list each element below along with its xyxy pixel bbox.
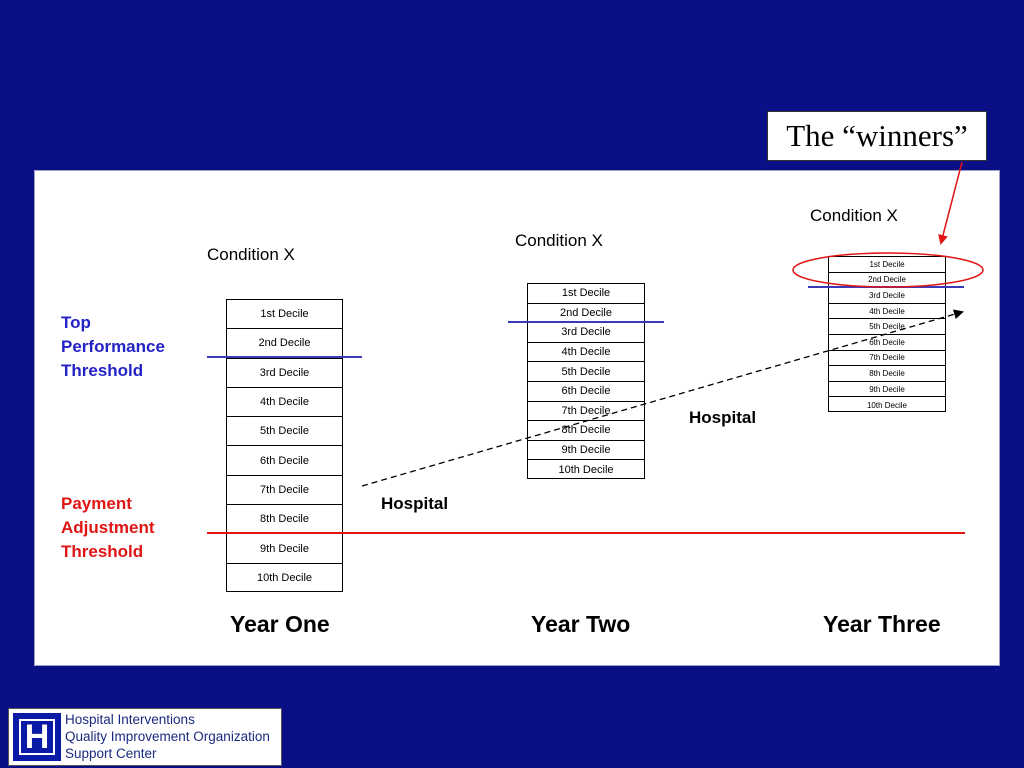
hospital-label-year-two: Hospital <box>689 408 757 427</box>
winners-highlight-ellipse <box>793 253 983 287</box>
top-label-line-1: Top <box>61 313 91 332</box>
condition-label-year-three: Condition X <box>810 206 898 225</box>
decile-cell: 10th Decile <box>256 572 313 585</box>
decile-cell: 3rd Decile <box>227 359 342 388</box>
hospital-label-year-one: Hospital <box>381 494 449 513</box>
logo-text <box>65 711 270 762</box>
decile-cell: 7th Decile <box>829 351 945 367</box>
decile-cell: 6th Decile <box>227 446 342 475</box>
logo-line-1: Hospital Interventions <box>65 712 195 727</box>
decile-cell: 4th Decile <box>227 388 342 417</box>
decile-cell: 6th Decile <box>829 335 945 351</box>
decile-cell: 10th Decile <box>866 400 908 410</box>
decile-cell: 5th Decile <box>829 319 945 335</box>
payment-label-line-2: Adjustment <box>61 518 155 537</box>
decile-cell: 3rd Decile <box>528 323 644 343</box>
condition-label-year-one: Condition X <box>207 245 295 264</box>
decile-cell: 7th Decile <box>227 476 342 505</box>
decile-cell: 1st Decile <box>829 257 945 273</box>
hospital-h-icon <box>13 713 61 761</box>
payment-label-line-3: Threshold <box>61 542 144 561</box>
year-two-label: Year Two <box>531 611 631 637</box>
decile-cell: 5th Decile <box>528 362 644 382</box>
top-label-line-2: Performance <box>61 337 165 356</box>
decile-cell: 4th Decile <box>829 304 945 320</box>
year-three-label: Year Three <box>823 611 941 637</box>
decile-cell: 5th Decile <box>227 417 342 446</box>
decile-cell: 3rd Decile <box>829 288 945 304</box>
decile-cell: 2nd Decile <box>528 304 644 324</box>
decile-cell: 4th Decile <box>528 343 644 363</box>
hiqio-logo <box>8 708 282 766</box>
decile-cell: 2nd Decile <box>227 329 342 358</box>
winners-callout-text: The “winners” <box>786 118 968 153</box>
condition-label-year-two: Condition X <box>515 231 603 250</box>
decile-cell: 1st Decile <box>528 284 644 304</box>
decile-cell: 7th Decile <box>528 402 644 422</box>
decile-cell: 2nd Decile <box>829 273 945 289</box>
hospital-trend-arrow <box>362 312 962 486</box>
logo-line-3: Support Center <box>65 746 157 761</box>
decile-cell: 10th Decile <box>558 464 614 477</box>
decile-cell: 1st Decile <box>227 300 342 329</box>
year-one-label: Year One <box>230 611 330 637</box>
decile-cell: 8th Decile <box>528 421 644 441</box>
decile-cell: 6th Decile <box>528 382 644 402</box>
decile-cell: 8th Decile <box>227 505 342 534</box>
decile-cell: 9th Decile <box>227 534 342 563</box>
top-label-line-3: Threshold <box>61 361 144 380</box>
payment-label-line-1: Payment <box>61 494 132 513</box>
hospital-h-letter: H <box>19 719 55 755</box>
decile-cell: 9th Decile <box>528 441 644 461</box>
decile-cell: 8th Decile <box>829 366 945 382</box>
winners-callout-arrow <box>941 162 962 243</box>
logo-line-2: Quality Improvement Organization <box>65 729 270 744</box>
decile-cell: 9th Decile <box>829 382 945 398</box>
